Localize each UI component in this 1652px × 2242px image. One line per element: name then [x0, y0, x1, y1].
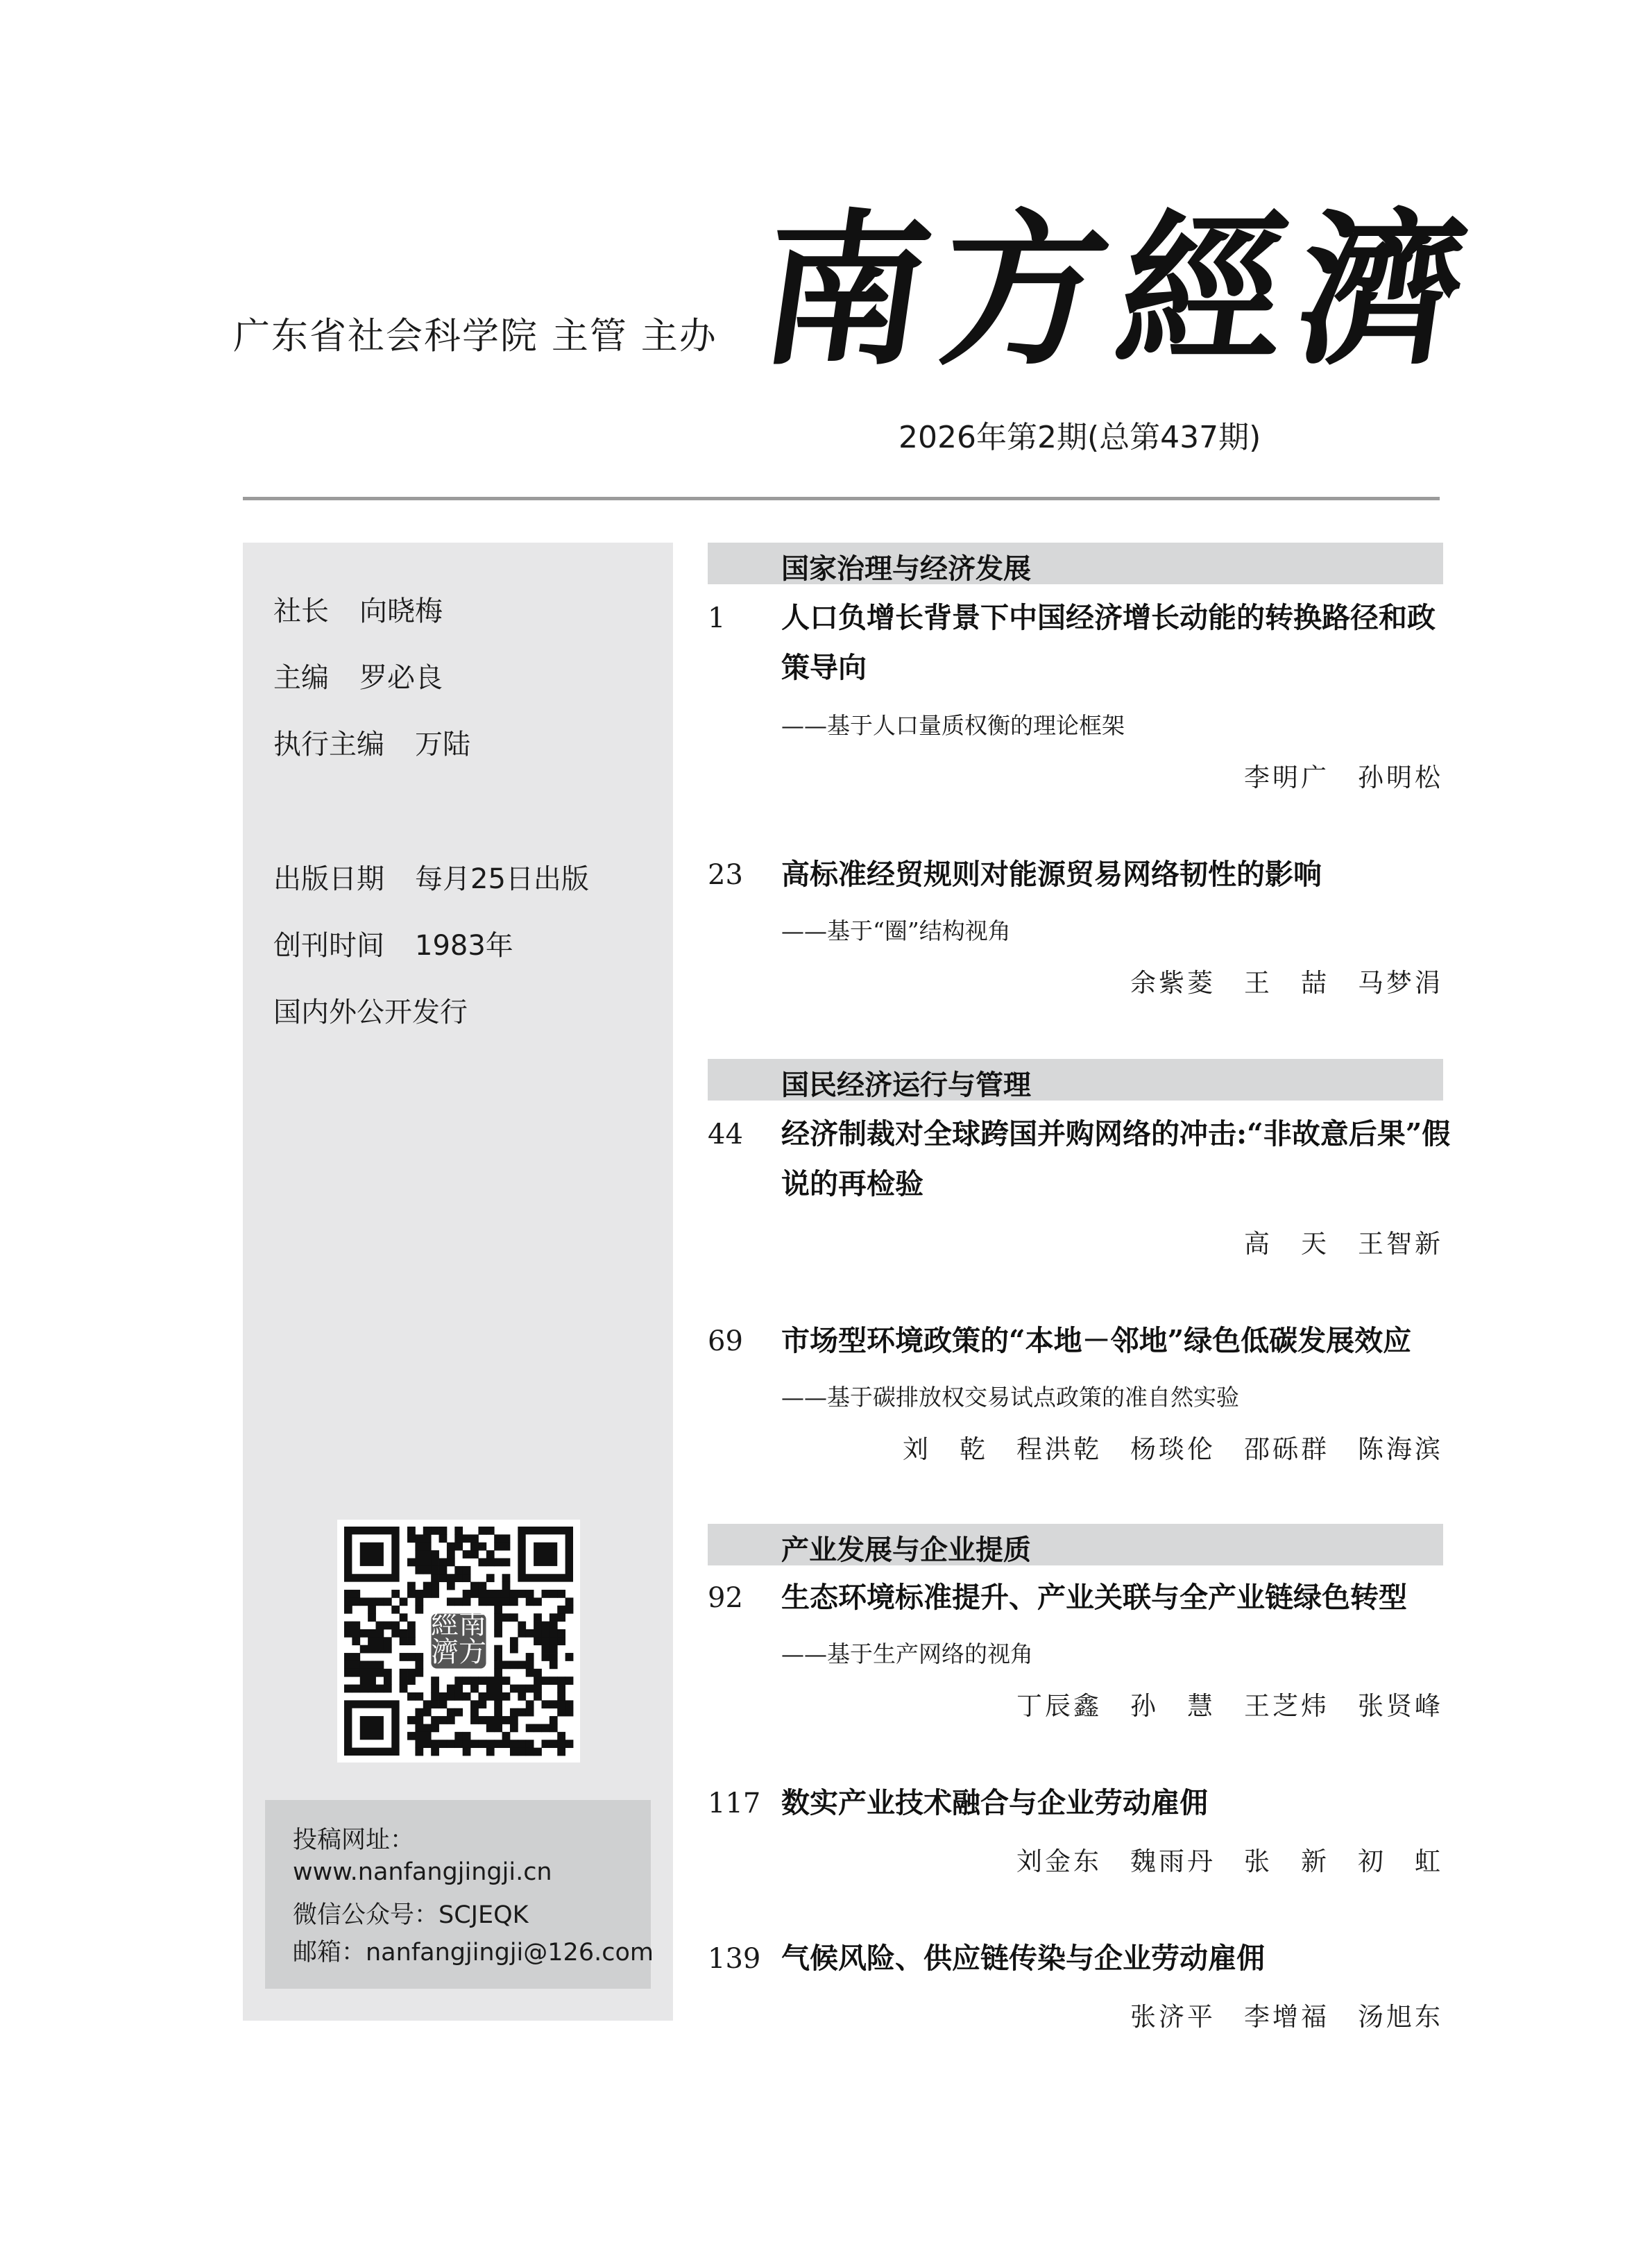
journal-title-logo: [749, 187, 1478, 396]
article-page: 117: [708, 1787, 761, 1819]
info-label: 国内外公开发行: [273, 996, 468, 1028]
info-value: 每月25日出版: [415, 863, 589, 895]
info-value: 1983年: [415, 930, 513, 962]
info-row: [273, 924, 513, 963]
section-header: [708, 543, 1443, 584]
article-page: 1: [708, 602, 726, 634]
article-authors: 高 天 王智新: [1244, 1229, 1443, 1259]
qr-logo-char: 方: [459, 1636, 487, 1669]
staff-role: 社长: [273, 595, 329, 627]
article-title: 经济制裁对全球跨国并购网络的冲击:“非故意后果”假说的再检验: [781, 1117, 1451, 1200]
info-label: 创刊时间: [273, 930, 384, 962]
section-header: [708, 1524, 1443, 1565]
section-title: 产业发展与企业提质: [781, 1534, 1031, 1566]
logo-char-4: 濟: [1285, 194, 1478, 388]
article-subtitle: ——基于“圈”结构视角: [781, 917, 1011, 944]
logo-char-1: 南: [749, 194, 942, 388]
article-title: 高标准经贸规则对能源贸易网络韧性的影响: [781, 858, 1322, 891]
section-title: 国民经济运行与管理: [781, 1069, 1031, 1101]
qr-logo-char: 濟: [430, 1636, 459, 1669]
article-title: 数实产业技术融合与企业劳动雇佣: [781, 1786, 1208, 1819]
article-authors: 刘 乾 程洪乾 杨琰伦 邵砾群 陈海滨: [903, 1434, 1443, 1464]
wechat-qr-code[interactable]: [337, 1520, 580, 1763]
article-subtitle: ——基于碳排放权交易试点政策的准自然实验: [781, 1384, 1239, 1411]
article-authors: 丁辰鑫 孙 慧 王芝炜 张贤峰: [1016, 1691, 1443, 1721]
info-row: [273, 857, 589, 897]
article-subtitle: ——基于人口量质权衡的理论框架: [781, 712, 1125, 739]
article-authors: 张济平 李增福 汤旭东: [1130, 2002, 1443, 2032]
staff-name: 向晓梅: [359, 595, 443, 627]
article-title: 生态环境标准提升、产业关联与全产业链绿色转型: [781, 1581, 1407, 1614]
article-subtitle: ——基于生产网络的视角: [781, 1640, 1033, 1667]
staff-role: 执行主编: [273, 729, 384, 761]
publisher-sponsor-line: 广东省社会科学院 主管 主办: [233, 315, 717, 357]
staff-row: [273, 656, 443, 695]
qr-logo-char: 南: [459, 1608, 487, 1641]
email-address[interactable]: 邮箱：nanfangjingji@126.com: [293, 1939, 654, 1967]
qr-code-icon: [337, 1520, 580, 1763]
qr-logo-char: 經: [430, 1608, 459, 1641]
article-page: 92: [708, 1582, 743, 1614]
logo-char-3: 經: [1107, 194, 1300, 388]
header-divider: [243, 497, 1440, 500]
staff-name: 万陆: [415, 729, 470, 761]
article-authors: 余紫菱 王 喆 马梦涓: [1130, 968, 1443, 998]
submission-url-link[interactable]: www.nanfangjingji.cn: [293, 1858, 552, 1886]
article-title: 市场型环境政策的“本地－邻地”绿色低碳发展效应: [781, 1324, 1412, 1357]
logo-char-2: 方: [928, 194, 1121, 388]
contact-box: [265, 1800, 654, 1989]
staff-row: [273, 589, 443, 629]
info-row: [273, 990, 468, 1030]
wechat-account: 微信公众号：SCJEQK: [293, 1901, 529, 1929]
submission-label: 投稿网址：: [293, 1826, 415, 1854]
section-header: [708, 1059, 1443, 1101]
issue-number: 2026年第2期(总第437期): [899, 420, 1261, 455]
section-title: 国家治理与经济发展: [781, 553, 1031, 585]
staff-row: [273, 722, 470, 762]
article-title: 气候风险、供应链传染与企业劳动雇佣: [781, 1942, 1265, 1975]
staff-name: 罗必良: [359, 662, 443, 694]
article-authors: 李明广 孙明松: [1244, 763, 1443, 792]
article-page: 139: [708, 1943, 761, 1975]
article-authors: 刘金东 魏雨丹 张 新 初 虹: [1016, 1846, 1443, 1876]
article-page: 69: [708, 1325, 743, 1357]
article-title: 人口负增长背景下中国经济增长动能的转换路径和政策导向: [781, 601, 1436, 684]
staff-role: 主编: [273, 662, 329, 694]
masthead-sidebar: [243, 543, 673, 2021]
info-label: 出版日期: [273, 863, 384, 895]
article-page: 23: [708, 859, 743, 891]
article-page: 44: [708, 1119, 743, 1150]
